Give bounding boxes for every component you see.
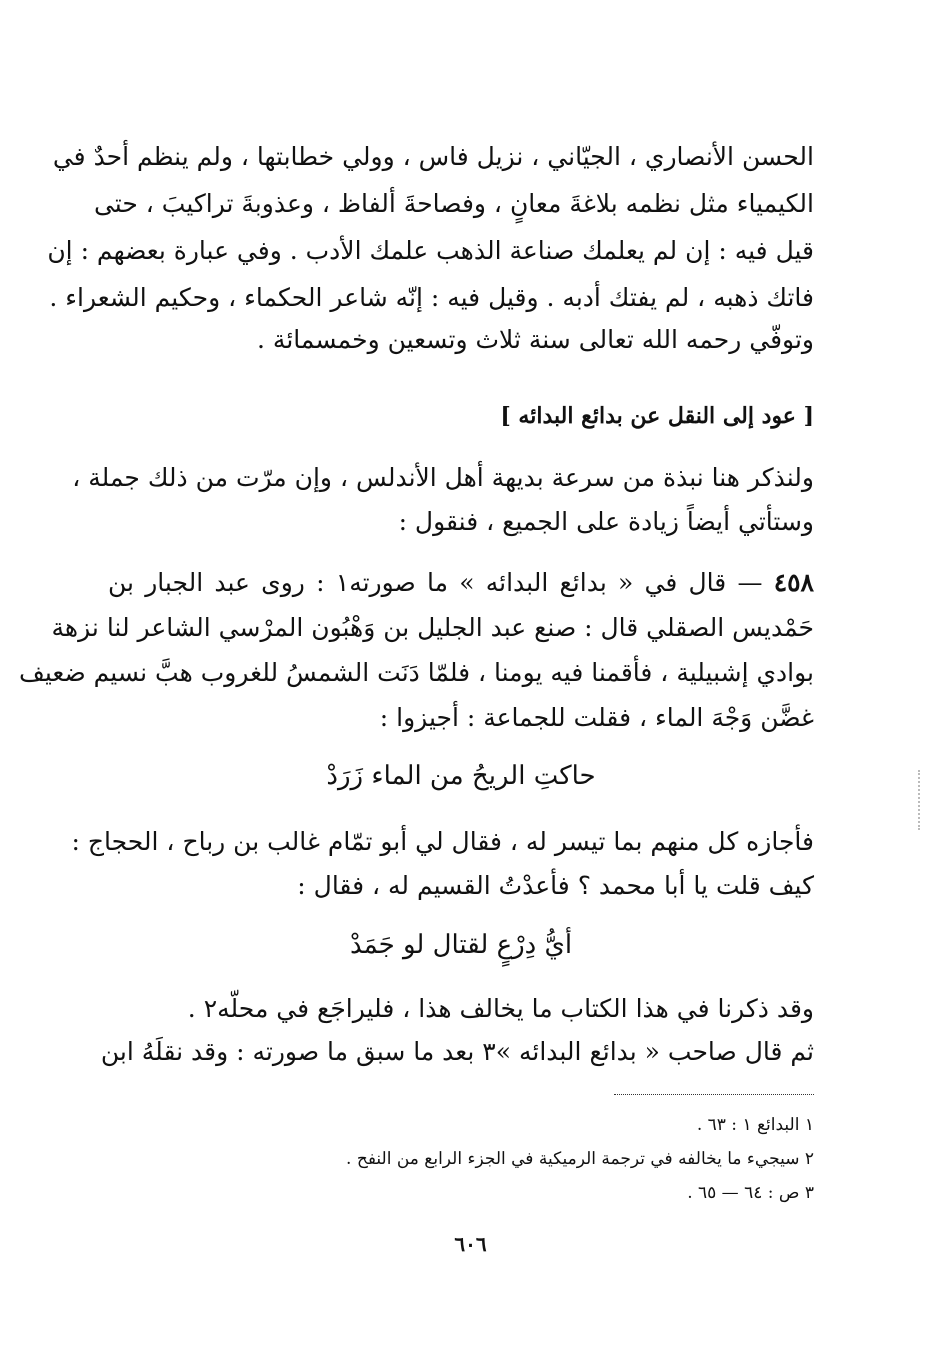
footnote-1: ١ البدائع ١ : ٦٣ . [696,1115,814,1135]
paragraph-3-line-1: فأجازه كل منهم بما تيسر له ، فقال لي أبو تمّام غالب بن رباح ، الحجاج : [71,827,814,856]
entry-first-line [108,566,814,600]
paragraph-1-line-5: وتوفّي رحمه الله تعالى سنة ثلاث وتسعين وخمسمائة . [257,325,814,354]
paragraph-4-line-2: ثم قال صاحب « بدائع البدائه »٣ بعد ما سبق ما صورته : وقد نقلَهُ ابن [100,1037,814,1066]
entry-number: ٤٥٨ [773,568,814,597]
section-heading: [ عود إلى النقل عن بدائع البدائه ] [500,403,814,429]
footnote-separator [614,1094,814,1095]
entry-line-4: غضَّن وَجْهَ الماء ، فقلت للجماعة : أجيزوا : [379,703,814,732]
entry-line-3: بوادي إشبيلية ، فأقمنا فيه يومنا ، فلمّا دَنَت الشمسُ للغروب هبَّ نسيم ضعيف [19,658,814,687]
paragraph-1-line-3: قيل فيه : إن لم يعلمك صناعة الذهب علمك الأدب . وفي عبارة بعضهم : إن [47,236,814,265]
verse-2: أيُّ دِرْعٍ لقتال لو جَمَدْ [349,930,573,960]
scan-margin-mark [918,770,922,830]
paragraph-2-line-1: ولنذكر هنا نبذة من سرعة بديهة أهل الأندلس ، وإن مرّت من ذلك جملة ، [72,463,814,492]
paragraph-1-line-2: الكيمياء مثل نظمه بلاغةَ معانٍ ، وفصاحةَ ألفاظ ، وعذوبةَ تراكيبَ ، حتى [93,189,814,218]
footnote-2: ٢ سيجيء ما يخالفه في ترجمة الرميكية في الجزء الرابع من النفح . [346,1149,814,1169]
entry-line-2: حَمْديس الصقلي قال : صنع عبد الجليل بن وَهْبُون المرْسي الشاعر لنا نزهة [51,613,814,642]
paragraph-1-line-1: الحسن الأنصاري ، الجيّاني ، نزيل فاس ، وولي خطابتها ، ولم ينظم أحدٌ في [52,142,814,171]
footnote-3: ٣ ص : ٦٤ — ٦٥ . [687,1183,814,1203]
verse-1: حاكتِ الريحُ من الماء زَرَدْ [326,761,596,791]
page-number: ٦٠٦ [454,1232,487,1256]
paragraph-2-line-2: وستأتي أيضاً زيادة على الجميع ، فنقول : [398,507,814,536]
paragraph-4-line-1: وقد ذكرنا في هذا الكتاب ما يخالف هذا ، فليراجَع في محلّه٢ . [187,994,814,1023]
paragraph-1-line-4: فاتك ذهبه ، لم يفتك أدبه . وقيل فيه : إنّه شاعر الحكماء ، وحكيم الشعراء . [49,283,814,312]
paragraph-3-line-2: كيف قلت يا أبا محمد ؟ فأعدْتُ القسيم له ، فقال : [297,871,814,900]
entry-first-line-text: — قال في « بدائع البدائه » ما صورته١ : روى عبد الجبار بن [108,568,763,597]
